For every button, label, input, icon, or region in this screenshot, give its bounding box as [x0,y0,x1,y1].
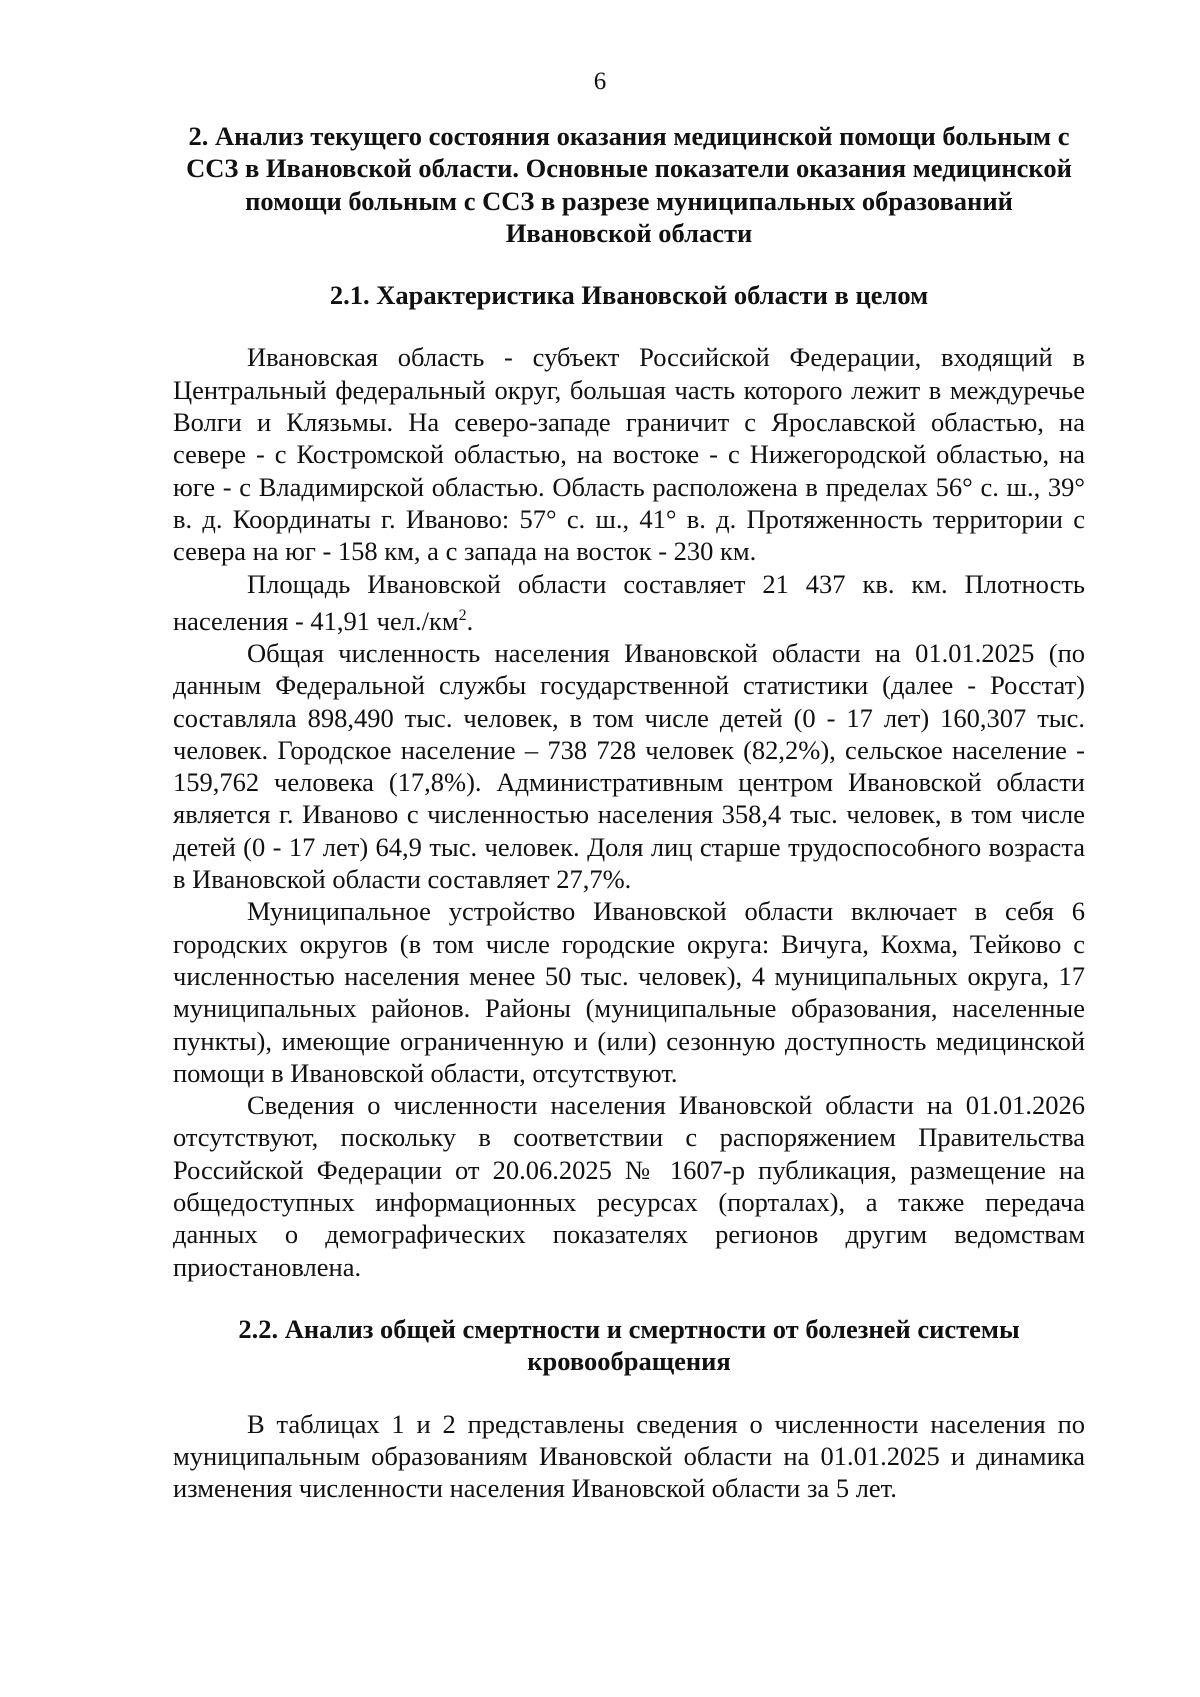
paragraph-region-overview: Ивановская область - субъект Российской Федерации, входящий в Центральный федеральный округ, большая часть которого лежит в междуречье Волги и Клязьмы. На северо-западе граничит с Ярославской областью, на севере - с Костромской областью, на востоке - с Нижегородской областью, на юге - с Владимирской областью. Область расположена в пределах 56° с. ш., 39° в. д. Координаты г. Иваново: 57° с. ш., 41° в. д. Протяженность территории с севера на юг - 158 км, а с запада на восток - 230 км. [173,342,1085,567]
paragraph-population-data-suspended: Сведения о численности населения Ивановской области на 01.01.2026 отсутствуют, поскольку в соответствии с распоряжением Правительства Российской Федерации от 20.06.2025 № 1607-р публикация, размещение на общедоступных информационных ресурсах (порталах), а также передача данных о демографических показателях регионов другим ведомствам приостановлена. [173,1090,1085,1282]
paragraph-tables-intro: В таблицах 1 и 2 представлены сведения о численности населения по муниципальным образованиям Ивановской области на 01.01.2025 и динамика изменения численности населения Ивановской области за 5 лет. [173,1408,1085,1504]
document-body [173,120,1085,1504]
paragraph-population: Общая численность населения Ивановской области на 01.01.2025 (по данным Федеральной службы государственной статистики (далее - Росстат) составляла 898,490 тыс. человек, в том числе детей (0 - 17 лет) 160,307 тыс. человек. Городское население – 738 728 человек (82,2%), сельское население - 159,762 человека (17,8%). Административным центром Ивановской области является г. Иваново с численностью населения 358,4 тыс. человек, в том числе детей (0 - 17 лет) 64,9 тыс. человек. Доля лиц старше трудоспособного возраста в Ивановской области составляет 27,7%. [173,637,1085,895]
section-2-1-title: 2.1. Характеристика Ивановской области в целом [329,280,929,311]
section-2-2-title: 2.2. Анализ общей смертности и смертности от болезней системы кровообращения [238,1313,1020,1377]
paragraph-municipal-structure: Муниципальное устройство Ивановской области включает в себя 6 городских округов (в том числе городские округа: Вичуга, Кохма, Тейково с численностью населения менее 50 тыс. человек), 4 муниципальных округа, 17 муниципальных районов. Районы (муниципальные образования, населенные пункты), имеющие ограниченную и (или) сезонную доступность медицинской помощи в Ивановской области, отсутствуют. [173,896,1085,1088]
area-density-text: Площадь Ивановской области составляет 21 437 кв. км. Плотность населения - 41,91 чел./км [173,568,1085,636]
paragraph-area-density [173,568,1085,637]
main-heading: 2. Анализ текущего состояния оказания медицинской помощи больным с ССЗ в Ивановской области. Основные показатели оказания медицинской помощи больным с ССЗ в разрезе муниципальных образований Ивановской области [186,121,1072,248]
superscript-squared: 2 [458,606,467,624]
area-density-end: . [466,605,474,636]
page-number: 6 [593,68,607,95]
